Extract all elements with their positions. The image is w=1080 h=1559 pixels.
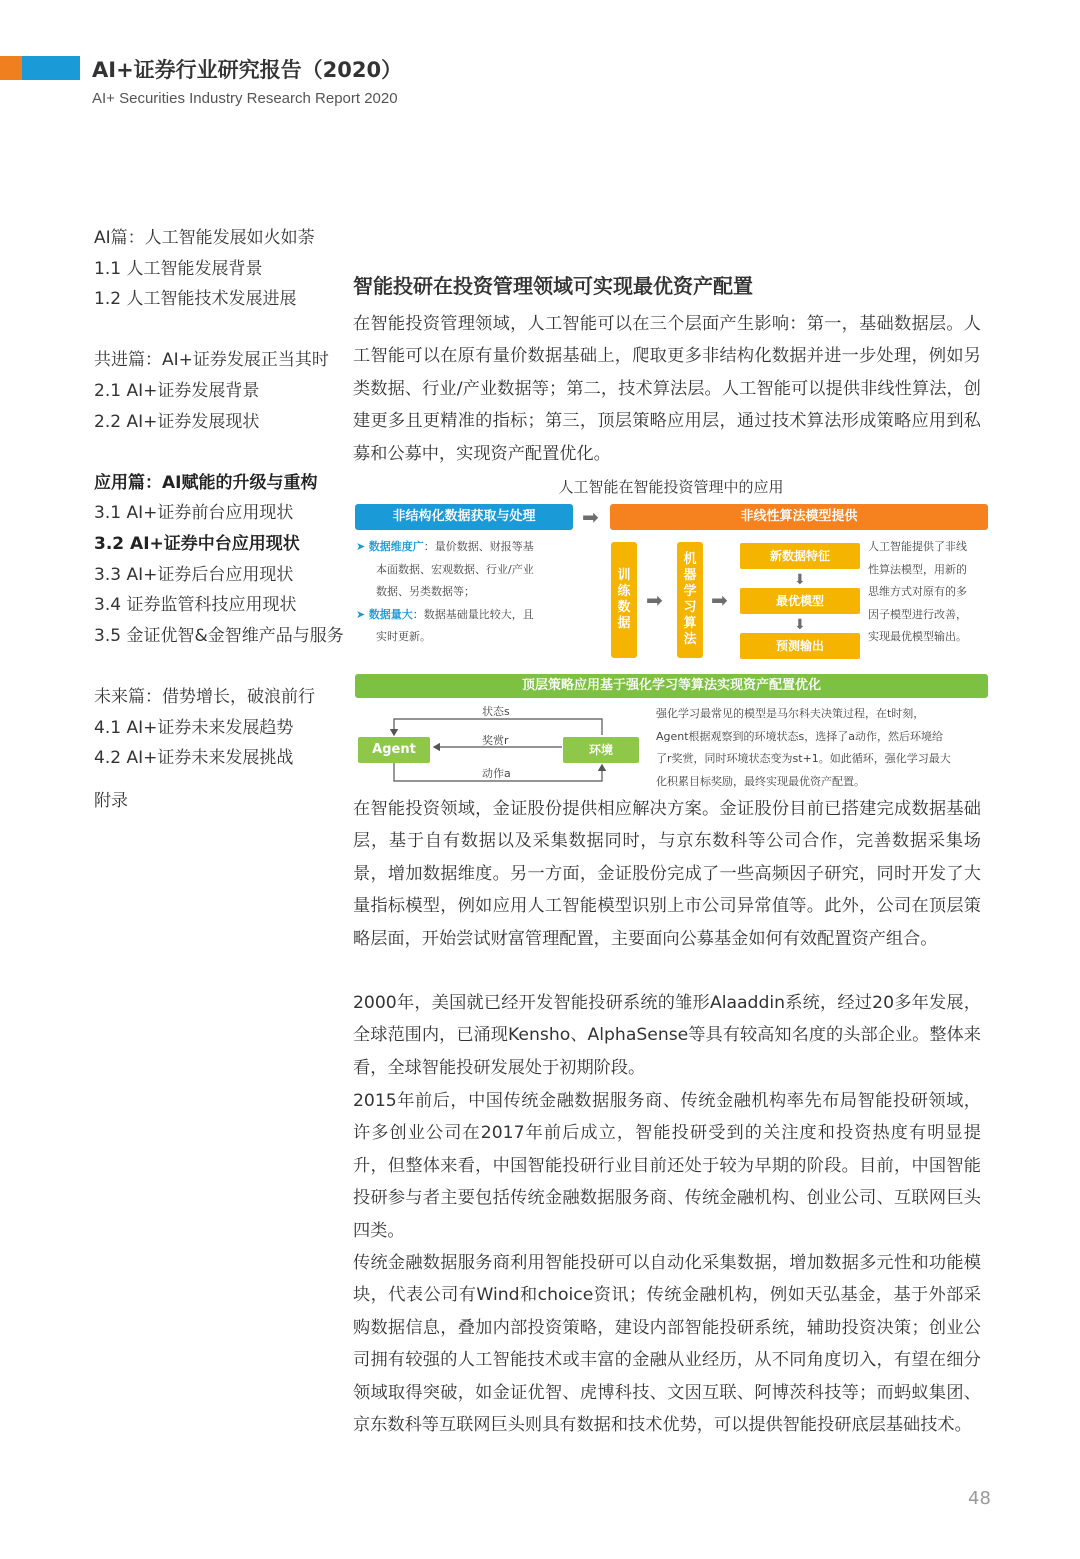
toc-spacer	[94, 651, 349, 682]
step-optimal-model: 最优模型	[740, 588, 860, 614]
report-title: AI+证券行业研究报告（2020）	[92, 58, 403, 82]
desc-line: 性算法模型，用新的	[868, 562, 967, 576]
toc-item[interactable]: 未来篇：借势增长，破浪前行	[94, 686, 315, 707]
desc-line: ：量价数据、财报等基	[423, 540, 534, 553]
toc-item-appendix[interactable]: 附录	[94, 790, 128, 811]
desc-line: ：数据基础量比较大，且	[412, 607, 534, 621]
data-description: ➤ 数据维度广：量价数据、财报等基 本面数据、宏观数据、行业/产业 数据、另类数据等； ➤ 数据量大：数据基础量比较大，且 实时更新。	[356, 536, 596, 649]
toc-item[interactable]: 1.1 人工智能发展背景	[94, 258, 263, 279]
ml-algorithm-box: 机器学习算法	[677, 542, 703, 658]
paragraph-1: 在智能投资管理领域，人工智能可以在三个层面产生影响：第一，基础数据层。人工智能可以在原有量价数据基础上，爬取更多非结构化数据并进一步处理，例如另类数据、行业/产业数据等；第二，技术算法层。人工智能可以提供非线性算法，创建更多且更精准的指标；第三，顶层策略应用层，通过技术算法形成策略应用到私募和公募中，实现资产配置优化。	[353, 314, 981, 464]
desc-line: Agent根据观察到的环境状态s，选择了a动作，然后环境给	[656, 729, 944, 743]
highlight-text: 数据维度广	[368, 540, 424, 553]
paragraph-5: 传统金融数据服务商利用智能投研可以自动化采集数据，增加数据多元性和功能模块，代表公司有Wind和choice资讯；传统金融机构，例如天弘基金，基于外部采购数据信息，叠加内部投资策略，建设内部智能投研系统，辅助投资决策；创业公司拥有较强的人工智能技术或丰富的金融从业经历，从不同角度切入，有望在细分领域取得突破，如金证优智、虎博科技、文因互联、阿博茨科技等；而蚂蚁集团、京东数科等互联网巨头则具有数据和技术优势，可以提供智能投研底层基础技术。	[353, 1253, 981, 1436]
desc-line: 实现最优模型输出。	[868, 630, 967, 643]
algorithm-description	[868, 536, 988, 649]
desc-line: 思维方式对原有的多	[868, 585, 967, 598]
arrow-right-icon: ➡	[646, 588, 663, 612]
arrow-right-icon: ➡	[582, 505, 599, 529]
toc-item[interactable]: 3.5 金证优智&金智维产品与服务	[94, 625, 344, 646]
toc-spacer	[94, 315, 349, 346]
toc-item[interactable]: 4.2 AI+证券未来发展挑战	[94, 748, 294, 769]
toc-item[interactable]: 4.1 AI+证券未来发展趋势	[94, 717, 294, 738]
agent-box: Agent	[358, 737, 430, 763]
toc-item[interactable]: 3.4 证券监管科技应用现状	[94, 595, 297, 616]
training-data-box: 训练数据	[611, 542, 637, 658]
desc-line: 化积累目标奖励，最终实现最优资产配置。	[656, 774, 865, 788]
environment-box: 环境	[563, 737, 639, 763]
toc-item[interactable]: AI篇：人工智能发展如火如荼	[94, 228, 315, 248]
toc-item[interactable]: 1.2 人工智能技术发展进展	[94, 289, 297, 310]
header-accent-blue	[22, 56, 80, 80]
step-prediction-output: 预测输出	[740, 633, 860, 659]
toc-item-current-section[interactable]: 3.2 AI+证券中台应用现状	[94, 533, 300, 554]
toc-item[interactable]: 2.1 AI+证券发展背景	[94, 380, 260, 401]
toc-spacer	[94, 437, 349, 468]
paragraph-4: 2015年前后，中国传统金融数据服务商、传统金融机构率先布局智能投研领域，许多创业公司在2017年前后成立，智能投研受到的关注度和投资热度有明显提升，但整体来看，中国智能投研行业目前还处于较为早期的阶段。目前，中国智能投研参与者主要包括传统金融数据服务商、传统金融机构、创业公司、互联网巨头四类。	[353, 1091, 981, 1241]
desc-line: 数据、另类数据等；	[376, 585, 475, 598]
page-number: 48	[968, 1488, 991, 1509]
desc-line: 因子模型进行改善，	[868, 607, 967, 621]
arrow-down-icon: ⬇	[794, 617, 806, 633]
desc-line: 实时更新。	[376, 630, 431, 643]
action-label: 动作a	[482, 767, 511, 780]
arrow-down-icon: ⬇	[794, 572, 806, 588]
toc-sidebar	[94, 223, 349, 816]
desc-line: 本面数据、宏观数据、行业/产业	[376, 562, 534, 576]
desc-line: 人工智能提供了非线	[868, 540, 967, 553]
reward-label: 奖赏r	[482, 734, 509, 747]
paragraph-2: 在智能投资领域，金证股份提供相应解决方案。金证股份目前已搭建完成数据基础层，基于自有数据以及采集数据同时，与京东数科等公司合作，完善数据采集场景，增加数据维度。另一方面，金证股份完成了一些高频因子研究，同时开发了大量指标模型，例如应用人工智能模型识别上市公司异常值等。此外，公司在顶层策略层面，开始尝试财富管理配置，主要面向公募基金如何有效配置资产组合。	[353, 799, 981, 949]
desc-line: 了r奖赏，同时环境状态变为st+1。如此循环，强化学习最大	[656, 752, 951, 765]
toc-item-current-chapter[interactable]: 应用篇：AI赋能的升级与重构	[94, 472, 318, 493]
paragraph-3: 2000年，美国就已经开发智能投研系统的雏形Alaaddin系统，经过20多年发展，全球范围内，已涌现Kensho、AlphaSense等具有较高知名度的头部企业。整体来看，全球智能投研发展处于初期阶段。	[353, 993, 981, 1078]
toc-item[interactable]: 3.3 AI+证券后台应用现状	[94, 564, 294, 585]
bar-unstructured-data: 非结构化数据获取与处理	[355, 504, 573, 530]
arrow-right-icon: ➡	[711, 588, 728, 612]
figure-caption: 人工智能在智能投资管理中的应用	[558, 478, 784, 496]
desc-line: 强化学习最常见的模型是马尔科夫决策过程，在t时刻，	[656, 707, 925, 720]
section-title: 智能投研在投资管理领域可实现最优资产配置	[353, 274, 753, 298]
report-subtitle: AI+ Securities Industry Research Report 2020	[92, 90, 398, 107]
highlight-text: 数据量大	[368, 607, 413, 621]
header-accent-orange	[0, 56, 22, 80]
toc-item[interactable]: 共进篇：AI+证券发展正当其时	[94, 350, 329, 371]
bar-nonlinear-algorithm: 非线性算法模型提供	[610, 504, 988, 530]
toc-item[interactable]: 2.2 AI+证券发展现状	[94, 411, 260, 432]
bar-top-strategy: 顶层策略应用基于强化学习等算法实现资产配置优化	[355, 674, 988, 698]
state-label: 状态s	[482, 705, 510, 718]
step-new-features: 新数据特征	[740, 543, 860, 569]
toc-item[interactable]: 3.1 AI+证券前台应用现状	[94, 503, 294, 524]
rl-description	[656, 703, 986, 793]
